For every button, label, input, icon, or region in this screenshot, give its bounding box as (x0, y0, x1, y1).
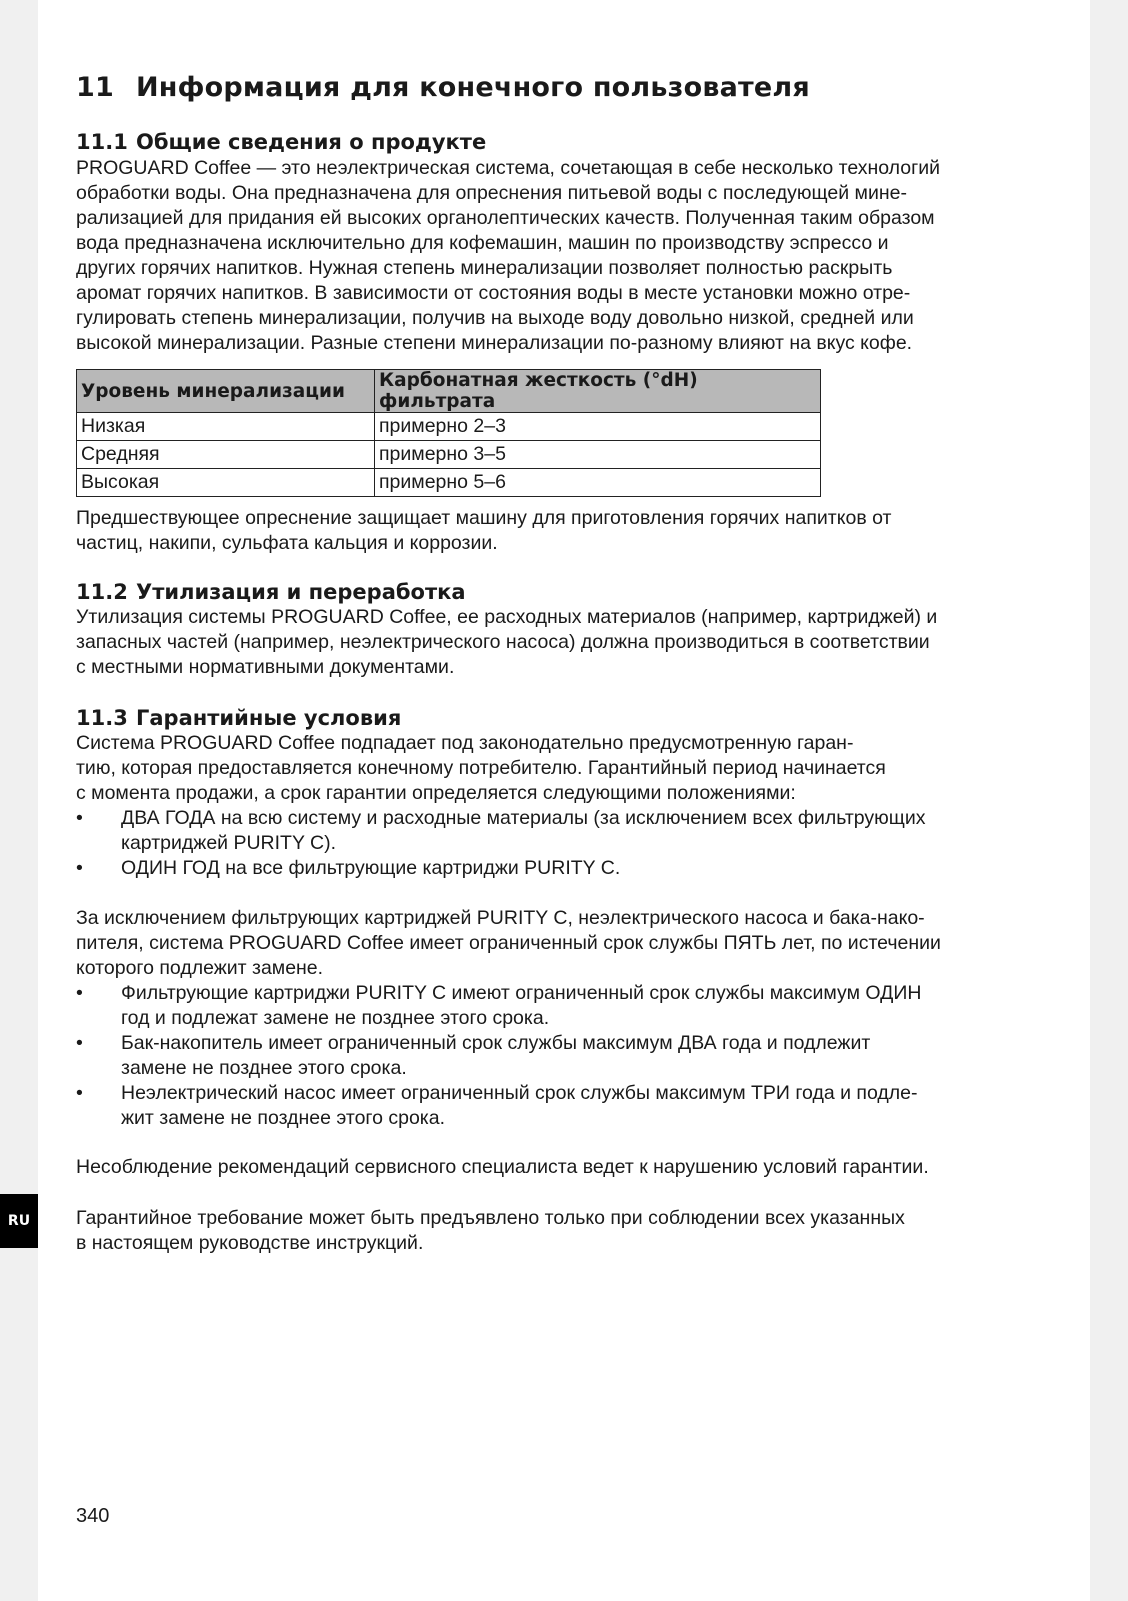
bullet-icon: • (76, 982, 83, 1004)
text-line: пителя, система PROGUARD Coffee имеет ограниченный срок службы ПЯТЬ лет, по истечении (76, 932, 941, 954)
text-line: замене не позднее этого срока. (121, 1057, 407, 1079)
text-line: тию, которая предоставляется конечному потребителю. Гарантийный период начинается (76, 757, 886, 779)
text-line: гулировать степень минерализации, получив на выходе воду довольно низкой, средней или (76, 307, 914, 329)
text-line: Неэлектрический насос имеет ограниченный срок службы максимум ТРИ года и подле- (121, 1082, 918, 1104)
page-number: 340 (76, 1505, 110, 1527)
text-line: За исключением фильтрующих картриджей PURITY C, неэлектрического насоса и бака-нако- (76, 907, 925, 929)
warranty-violation-note (76, 1155, 1056, 1180)
text-line: Утилизация системы PROGUARD Coffee, ее расходных материалов (например, картриджей) и (76, 606, 938, 628)
text-line: обработки воды. Она предназначена для опреснения питьевой воды с последующей мине- (76, 182, 907, 204)
warranty-period-list (76, 806, 1056, 881)
page-sheet (38, 0, 1090, 1601)
subsection-number: 11.1 (76, 130, 128, 154)
table-cell: примерно 3–5 (375, 441, 821, 469)
table-row (77, 441, 821, 469)
list-item (76, 981, 1056, 1031)
section-heading (76, 72, 810, 103)
bullet-icon: • (76, 857, 83, 879)
subsection-heading-11-1 (76, 130, 486, 154)
text-line: жит замене не позднее этого срока. (121, 1107, 446, 1129)
text-line: год и подлежат замене не позднее этого срока. (121, 1007, 550, 1029)
list-item (76, 856, 1056, 881)
bullet-icon: • (76, 1032, 83, 1054)
text-line: картриджей PURITY C). (121, 832, 337, 854)
subsection-heading-11-2 (76, 580, 466, 604)
section-title: Информация для конечного пользователя (136, 72, 810, 103)
text-line: ОДИН ГОД на все фильтрующие картриджи PURITY C. (121, 857, 621, 879)
subsection-title: Общие сведения о продукте (136, 130, 487, 154)
service-life-paragraph (76, 906, 1056, 981)
table-cell: Средняя (77, 441, 375, 469)
subsection-number: 11.2 (76, 580, 128, 604)
mineralization-table (76, 369, 821, 497)
table-row (77, 469, 821, 497)
text-line: в настоящем руководстве инструкций. (76, 1232, 424, 1254)
disposal-paragraph (76, 605, 1056, 680)
table-cell: Низкая (77, 413, 375, 441)
table-cell: примерно 5–6 (375, 469, 821, 497)
table-header-row (77, 370, 821, 413)
list-item (76, 806, 1056, 856)
subsection-heading-11-3 (76, 706, 401, 730)
text-line: Бак-накопитель имеет ограниченный срок службы максимум ДВА года и подлежит (121, 1032, 871, 1054)
text-line: PROGUARD Coffee — это неэлектрическая система, сочетающая в себе несколько технологий (76, 157, 941, 179)
warranty-claim-note (76, 1206, 1056, 1256)
text-line: Несоблюдение рекомендаций сервисного специалиста ведет к нарушению условий гарантии. (76, 1156, 929, 1178)
text-line: Предшествующее опреснение защищает машину для приготовления горячих напитков от (76, 507, 892, 529)
text-line: частиц, накипи, сульфата кальция и коррозии. (76, 532, 498, 554)
list-item (76, 1031, 1056, 1081)
warranty-intro-paragraph (76, 731, 1056, 806)
table-row (77, 413, 821, 441)
text-line: рализацией для придания ей высоких органолептических качеств. Полученная таким образом (76, 207, 935, 229)
text-line: ДВА ГОДА на всю систему и расходные материалы (за исключением всех фильтрующих (121, 807, 926, 829)
section-number: 11 (76, 72, 114, 103)
desalination-paragraph (76, 506, 1056, 556)
text-line: запасных частей (например, неэлектрического насоса) должна производиться в соответствии (76, 631, 930, 653)
text-line: аромат горячих напитков. В зависимости от состояния воды в месте установки можно отре- (76, 282, 911, 304)
text-line: Гарантийное требование может быть предъявлено только при соблюдении всех указанных (76, 1207, 905, 1229)
service-life-list (76, 981, 1056, 1131)
column-header-level: Уровень минерализации (77, 370, 375, 413)
table-cell: примерно 2–3 (375, 413, 821, 441)
text-line: высокой минерализации. Разные степени минерализации по-разному влияют на вкус кофе. (76, 332, 913, 354)
text-line: других горячих напитков. Нужная степень минерализации позволяет полностью раскрыть (76, 257, 893, 279)
column-header-hardness: Карбонатная жесткость (°dH) фильтрата (375, 370, 821, 413)
bullet-icon: • (76, 1082, 83, 1104)
bullet-icon: • (76, 807, 83, 829)
subsection-title: Утилизация и переработка (136, 580, 466, 604)
text-line: с местными нормативными документами. (76, 656, 455, 678)
language-tab: RU (0, 1194, 38, 1248)
text-line: вода предназначена исключительно для кофемашин, машин по производству эспрессо и (76, 232, 889, 254)
table-cell: Высокая (77, 469, 375, 497)
list-item (76, 1081, 1056, 1131)
subsection-number: 11.3 (76, 706, 128, 730)
product-overview-paragraph (76, 156, 1056, 356)
text-line: Фильтрующие картриджи PURITY C имеют ограниченный срок службы максимум ОДИН (121, 982, 922, 1004)
subsection-title: Гарантийные условия (136, 706, 402, 730)
text-line: с момента продажи, а срок гарантии определяется следующими положениями: (76, 782, 796, 804)
text-line: которого подлежит замене. (76, 957, 324, 979)
text-line: Система PROGUARD Coffee подпадает под законодательно предусмотренную гаран- (76, 732, 854, 754)
